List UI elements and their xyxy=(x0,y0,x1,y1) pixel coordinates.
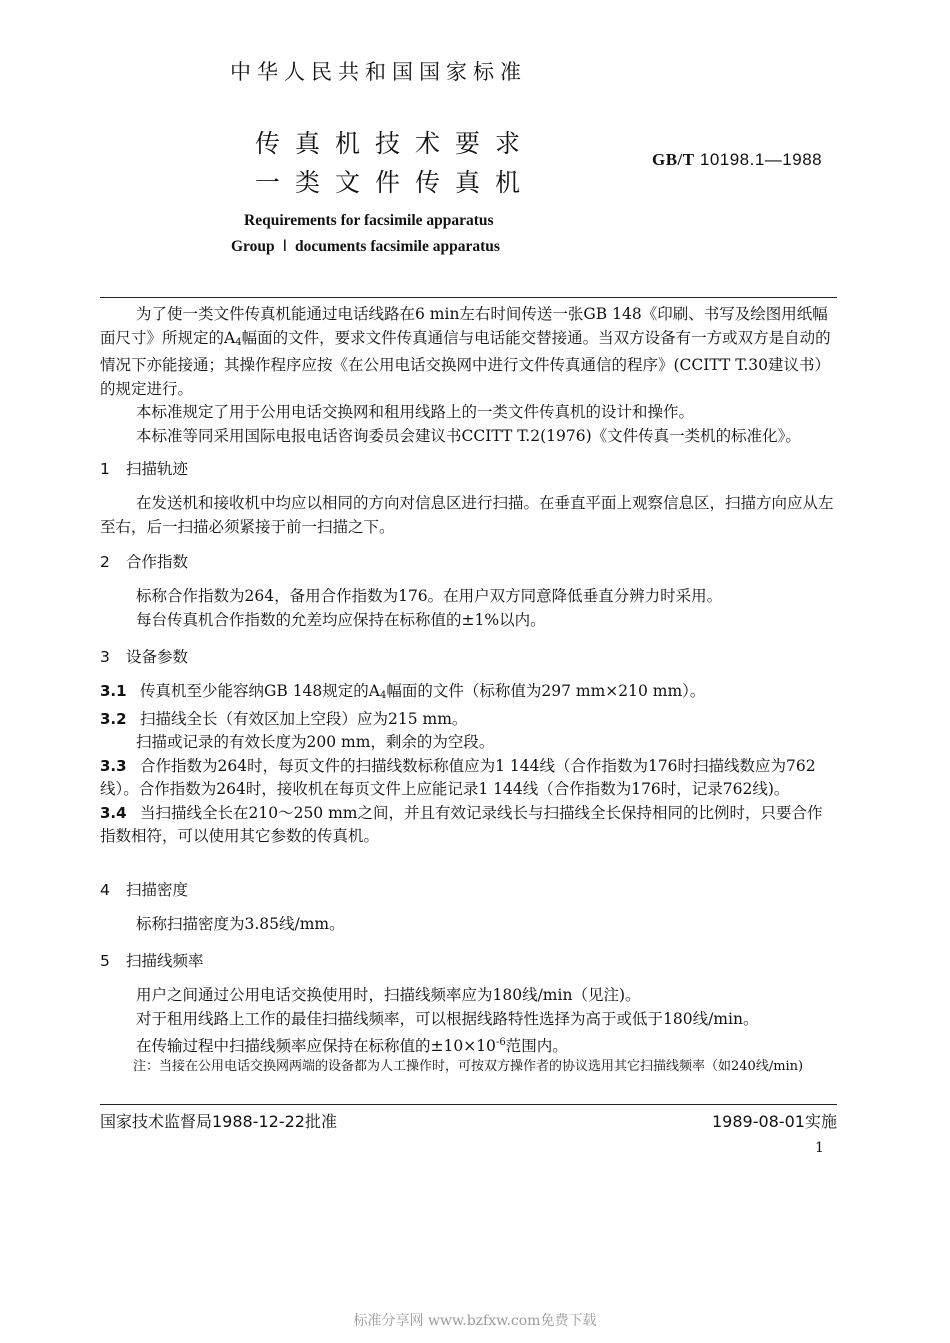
section-4-heading xyxy=(100,879,837,903)
section-5-number: 5 xyxy=(100,952,110,970)
english-title-line-1: Requirements for facsimile apparatus xyxy=(244,212,494,229)
intro-p1-sub: 4 xyxy=(235,336,242,348)
clause-3-3-number: 3.3 xyxy=(100,756,127,775)
section-5-p3-b: 范围内。 xyxy=(505,1037,568,1055)
section-5-p3-sup: -6 xyxy=(495,1037,506,1048)
section-2-body xyxy=(100,585,837,632)
section-5-paragraph-3 xyxy=(100,1031,837,1059)
section-2-heading xyxy=(100,551,837,575)
clause-3-4-number: 3.4 xyxy=(100,803,127,822)
clause-3-4 xyxy=(100,802,837,849)
section-2-paragraph-1: 标称合作指数为264，备用合作指数为176。在用户双方同意降低垂直分辨力时采用。 xyxy=(136,587,723,605)
intro-p1-a: 为了使一类文件传真机能通过电话线路在6 min左右时间传送一张GB 148《印刷、书写及绘图用纸幅面尺寸》所规定的A xyxy=(100,305,828,347)
english-title-roman: Ⅰ xyxy=(282,238,288,255)
intro-paragraph-2: 本标准规定了用于公用电话交换网和租用线路上的一类文件传真机的设计和操作。 xyxy=(136,403,695,421)
section-5-p3-a: 在传输过程中扫描线频率应保持在标称值的±10×10 xyxy=(136,1037,496,1055)
intro-p1-b: 幅面的文件，要求文件传真通信与电话能交替接通。当双方设备有一方或双方是自动的情况下亦能接通；其操作程序应按《在公用电话交换网中进行文件传真通信的程序》(CCITT T.30建议书）的规定进行。 xyxy=(100,328,831,398)
clause-3-2-a: 扫描线全长（有效区加上空段）应为215 mm。 xyxy=(140,709,468,728)
watermark: 标准分享网 www.bzfxw.com免费下载 xyxy=(353,1313,597,1329)
intro-paragraph-3: 本标准等同采用国际电报电话咨询委员会建议书CCITT T.2(1976)《文件传真一类机的标准化》。 xyxy=(136,426,801,445)
clause-3-3 xyxy=(100,755,837,802)
section-5-heading xyxy=(100,950,837,974)
section-2-title: 合作指数 xyxy=(126,553,189,571)
effective-date: 1989-08-01实施 xyxy=(712,1112,837,1131)
section-4-body xyxy=(100,913,837,937)
clause-3-2-number: 3.2 xyxy=(100,709,127,728)
section-4-title: 扫描密度 xyxy=(126,881,189,899)
section-2-number: 2 xyxy=(100,553,110,571)
section-3-body xyxy=(100,680,837,849)
page-number: 1 xyxy=(815,1140,824,1156)
section-4-paragraph: 标称扫描密度为3.85线/mm。 xyxy=(136,915,345,933)
standard-number xyxy=(652,150,822,170)
english-title-group: Group xyxy=(231,238,275,255)
english-title-rest: documents facsimile apparatus xyxy=(294,238,500,255)
bottom-divider xyxy=(100,1104,837,1105)
section-1-paragraph: 在发送机和接收机中均应以相同的方向对信息区进行扫描。在垂直平面上观察信息区，扫描方向应从左至右，后一扫描必须紧接于前一扫描之下。 xyxy=(100,494,834,536)
clause-3-1-number: 3.1 xyxy=(100,682,127,700)
section-1-title: 扫描轨迹 xyxy=(126,460,189,478)
section-5-note: 注：当接在公用电话交换网两端的设备都为人工操作时，可按双方操作者的协议选用其它扫描线频率（如240线/min) xyxy=(133,1059,804,1074)
section-5-title: 扫描线频率 xyxy=(126,952,204,970)
national-standard-header: 中华人民共和国国家标准 xyxy=(230,60,527,84)
clause-3-4-text: 当扫描线全长在210～250 mm之间，并且有效记录线长与扫描线全长保持相同的比例时，只要合作指数相符，可以使用其它参数的传真机。 xyxy=(100,803,823,845)
clause-3-2 xyxy=(100,708,837,732)
section-1-heading xyxy=(100,458,837,482)
section-1-number: 1 xyxy=(100,460,110,478)
english-title-line-2 xyxy=(231,237,500,256)
section-5-paragraph-2: 对于租用线路上工作的最佳扫描线频率，可以根据线路特性选择为高于或低于180线/min。 xyxy=(136,1009,759,1028)
clause-3-1-b: 幅面的文件（标称值为297 mm×210 mm）。 xyxy=(386,682,706,700)
approval-date: 国家技术监督局1988-12-22批准 xyxy=(100,1112,337,1131)
section-2-paragraph-2: 每台传真机合作指数的允差均应保持在标称值的±1%以内。 xyxy=(136,610,546,629)
section-3-title: 设备参数 xyxy=(126,648,189,666)
clause-3-3-text: 合作指数为264时，每页文件的扫描线数标称值应为1 144线（合作指数为176时扫描线数应为762线）。合作指数为264时，接收机在每页文件上应能记录1 144线（合作指数为176时，记录762线)。 xyxy=(100,756,816,798)
clause-3-1 xyxy=(100,680,837,708)
intro xyxy=(100,303,837,448)
clause-3-1-sub: 4 xyxy=(379,690,387,701)
section-3-heading xyxy=(100,646,837,670)
title-line-2: 一类文件传真机 xyxy=(255,168,536,197)
top-divider xyxy=(100,297,837,298)
section-4-number: 4 xyxy=(100,881,110,899)
section-3-number: 3 xyxy=(100,648,110,666)
standard-code: 10198.1—1988 xyxy=(699,150,823,169)
section-5-paragraph-1: 用户之间通过公用电话交换使用时，扫描线频率应为180线/min（见注)。 xyxy=(136,986,641,1004)
clause-3-2-continued: 扫描或记录的有效长度为200 mm，剩余的为空段。 xyxy=(136,733,495,751)
standard-prefix: GB/T xyxy=(652,150,695,169)
clause-3-1-a: 传真机至少能容纳GB 148规定的A xyxy=(140,682,380,700)
section-1-body xyxy=(100,492,837,539)
title-line-1: 传真机技术要求 xyxy=(255,129,536,158)
section-5-body xyxy=(100,984,837,1059)
intro-paragraph-1 xyxy=(100,303,837,401)
